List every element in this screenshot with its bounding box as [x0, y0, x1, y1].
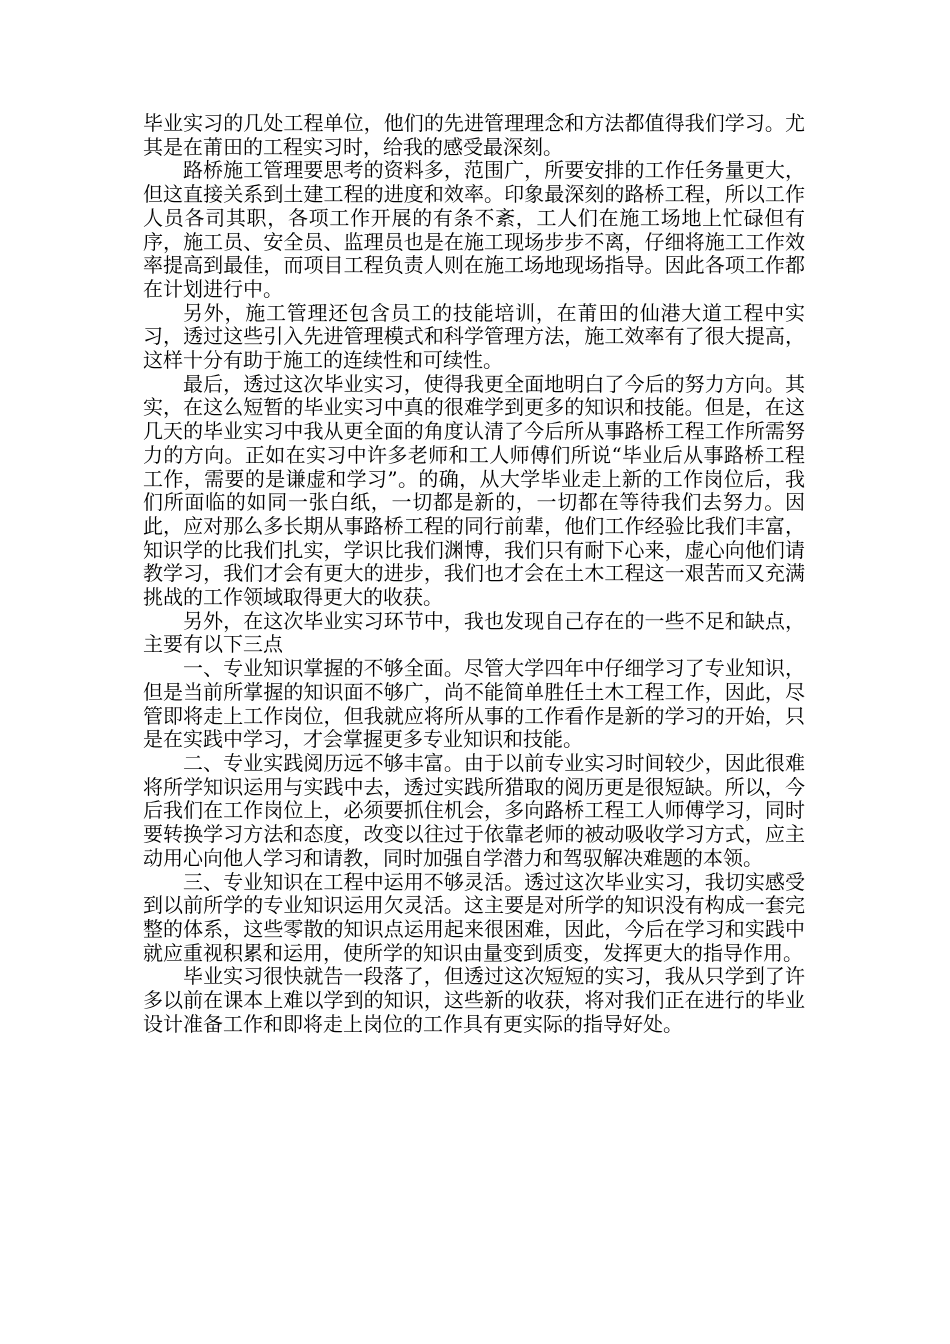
- paragraph-2: 路桥施工管理要思考的资料多，范围广，所要安排的工作任务量更大，但这直接关系到土建工程的进度和效率。印象最深刻的路桥工程，所以工作人员各司其职，各项工作开展的有条不紊，工人们在施工场地上忙碌但有序，施工员、安全员、监理员也是在施工现场步步不离，仔细将施工工作效率提高到最佳，而项目工程负责人则在施工场地现场指导。因此各项工作都在计划进行中。: [143, 158, 805, 301]
- paragraph-6: 一、专业知识掌握的不够全面。尽管大学四年中仔细学习了专业知识，但是当前所掌握的知识面不够广，尚不能简单胜任土木工程工作，因此，尽管即将走上工作岗位，但我就应将所从事的工作看作是新的学习的开始，只是在实践中学习，才会掌握更多专业知识和技能。: [143, 656, 805, 752]
- paragraph-7: 二、专业实践阅历远不够丰富。由于以前专业实习时间较少，因此很难将所学知识运用与实践中去，透过实践所猎取的阅历更是很短缺。所以，今后我们在工作岗位上，必须要抓住机会，多向路桥工程工人师傅学习，同时要转换学习方法和态度，改变以往过于依靠老师的被动吸收学习方式，应主动用心向他人学习和请教，同时加强自学潜力和驾驭解决难题的本领。: [143, 750, 805, 870]
- paragraph-8: 三、专业知识在工程中运用不够灵活。透过这次毕业实习，我切实感受到以前所学的专业知识运用欠灵活。这主要是对所学的知识没有构成一套完整的体系，这些零散的知识点运用起来很困难，因此，今后在学习和实践中就应重视积累和运用，使所学的知识由量变到质变，发挥更大的指导作用。: [143, 869, 805, 965]
- paragraph-3: 另外，施工管理还包含员工的技能培训，在莆田的仙港大道工程中实习，透过这些引入先进管理模式和科学管理方法，施工效率有了很大提高，这样十分有助于施工的连续性和可续性。: [143, 300, 805, 373]
- paragraph-1: 毕业实习的几处工程单位，他们的先进管理理念和方法都值得我们学习。尤其是在莆田的工程实习时，给我的感受最深刻。: [143, 111, 805, 159]
- paragraph-5: 另外，在这次毕业实习环节中，我也发现自己存在的一些不足和缺点，主要有以下三点: [143, 608, 805, 657]
- document-body: [143, 112, 805, 1036]
- paragraph-4: 最后，透过这次毕业实习，使得我更全面地明白了今后的努力方向。其实，在这么短暂的毕业实习中真的很难学到更多的知识和技能。但是，在这几天的毕业实习中我从更全面的角度认清了今后所从事路桥工程工作所需努力的方向。正如在实习中许多老师和工人师傅们所说“毕业后从事路桥工程工作，需要的是谦虚和学习”。的确，从大学毕业走上新的工作岗位后，我们所面临的如同一张白纸，一切都是新的，一切都在等待我们去努力。因此，应对那么多长期从事路桥工程的同行前辈，他们工作经验比我们丰富，知识学的比我们扎实，学识比我们渊博，我们只有耐下心来，虚心向他们请教学习，我们才会有更大的进步，我们也才会在土木工程这一艰苦而又充满挑战的工作领域取得更大的收获。: [143, 371, 805, 610]
- paragraph-9: 毕业实习很快就告一段落了，但透过这次短短的实习，我从只学到了许多以前在课本上难以学到的知识，这些新的收获，将对我们正在进行的毕业设计准备工作和即将走上岗位的工作具有更实际的指导好处。: [143, 964, 805, 1036]
